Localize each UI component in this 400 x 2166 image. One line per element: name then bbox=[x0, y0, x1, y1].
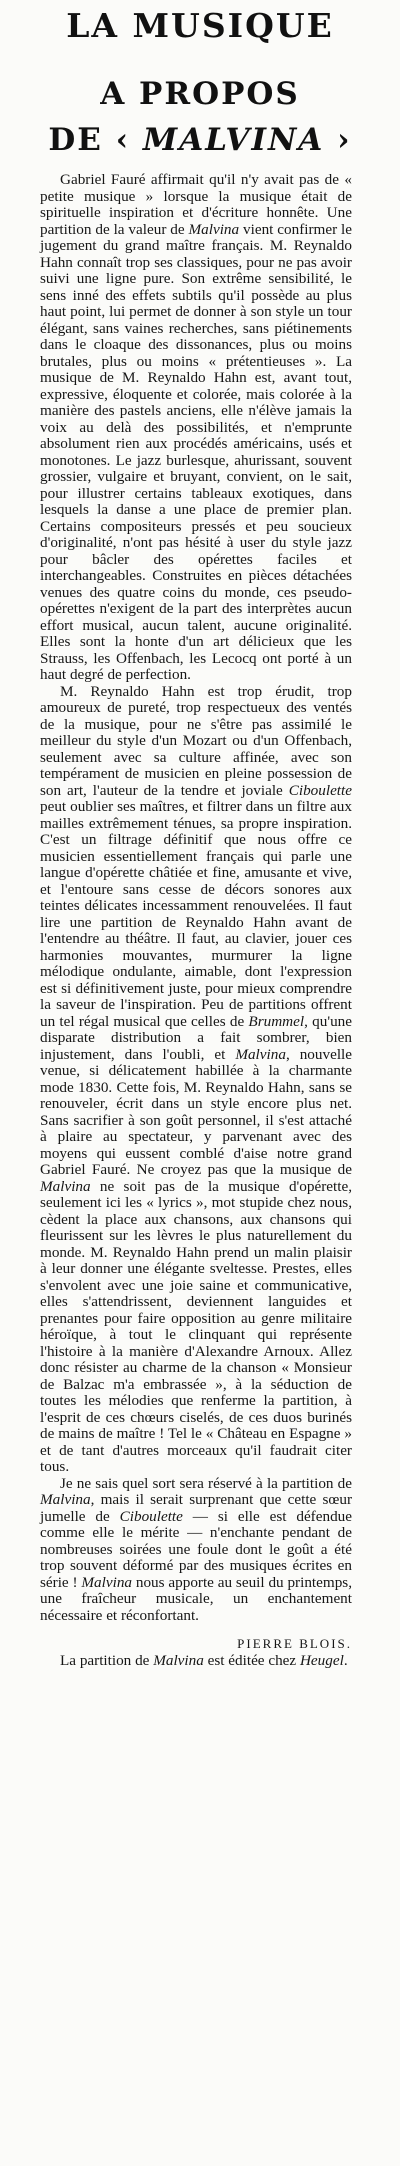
text-run: Je ne sais quel sort sera réservé à la partition de bbox=[60, 1474, 352, 1492]
article-paragraph-3 bbox=[40, 1476, 352, 1625]
text-run: La partition de bbox=[60, 1651, 154, 1669]
text-run: peut oublier ses maîtres, et filtrer dans un filtre aux mailles extrêmement ténues, sa propre inspiration. C'est un filtrage définitif que nous offre ce musicien essentiellement français qui parle une langue d'opérette châtiée et fine, amusante et vive, et l'entoure sans cesse de décors sonores aux teintes délicates incessamment renouvelées. Il faut lire une partition de Reynaldo Hahn avant de l'entendre au théâtre. Il faut, au clavier, jouer ces harmonies mouvantes, murmurer la ligne mélodique ondulante, aimable, dont l'expression est si définitivement juste, pour mieux comprendre la saveur de l'inspiration. Peu de partitions offrent un tel régal musical que celles de bbox=[40, 798, 352, 1030]
text-run: , qu'une disparate distribution a fait sombrer, bien injustement, dans l'oubli, et bbox=[40, 1012, 352, 1063]
italic-title: Ciboulette bbox=[119, 1507, 183, 1525]
text-run: est éditée chez bbox=[203, 1651, 300, 1669]
article-body bbox=[40, 172, 352, 1669]
italic-title: Malvina bbox=[40, 1177, 91, 1195]
headline-prefix: DE ‹ bbox=[48, 122, 143, 158]
text-run: vient confirmer le jugement du grand maître français. M. Reynaldo Hahn connaît trop ses classiques, pour ne pas avoir suivi une ligne pure. Son extrême sensibilité, le sens inné des effets subtils qu'il possède au plus haut point, lui permet de donner à son style un tour élégant, sans vaines recherches, sans piétinements dans le cloaque des dissonances, plus ou moins brutales, plus ou moins « prétentieuses ». La musique de M. Reynaldo Hahn est, avant tout, expressive, éloquente et colorée, mais colorée à la manière des pastels anciens, elle n'élève jamais la voix au delà des possibilités, et n'emprunte absolument rien aux procédés américains, usés et monotones. Le jazz burlesque, ahurissant, souvent grossier, vulgaire et bruyant, convient, on le sait, pour illustrer certains tableaux exotiques, dans lesquels la danse a une place de premier plan. Certains compositeurs pressés et peu soucieux d'originalité, n'ont pas hésité à user du style jazz pour bâcler des opérettes faciles et interchangeables. Construites en pièces détachées venues des quatre coins du monde, ces pseudo-opérettes n'exigent de la part des interprètes aucun effort musical, aucun talent, aucune originalité. Elles sont la honte d'un art délicieux que les Strauss, les Offenbach, les Lecocq ont porté à un haut degré de perfection. bbox=[40, 220, 352, 683]
italic-title: Malvina bbox=[40, 1491, 91, 1508]
text-run: nous apporte au seuil du printemps, une fraîcheur musicale, un enchantement nécessaire et réconfortant. bbox=[40, 1573, 353, 1624]
text-run: , nouvelle venue, si délicatement habillée à la charmante mode 1830. Cette fois, M. Reynaldo Hahn, sans se renouveler, écrit dans un style encore plus net. Sans sacrifier à son goût personnel, il s'est attaché à plaire au spectateur, y parvenant avec des moyens qui eussent comblé d'aise notre grand Gabriel Fauré. Ne croyez pas que la musique de bbox=[40, 1045, 352, 1178]
italic-title: Malvina bbox=[81, 1573, 133, 1591]
text-run: M. Reynaldo Hahn est trop érudit, trop amoureux de pureté, trop respectueux des ventés de la musique, pour ne s'être pas assimilé le meilleur du style d'un Mozart ou d'un Offenbach, seulement avec sa culture affinée, avec son tempérament de musicien en pleine possession de son art, l'auteur de la tendre et joviale bbox=[40, 682, 352, 799]
italic-title: Malvina bbox=[235, 1045, 286, 1063]
section-title: LA MUSIQUE bbox=[66, 6, 334, 45]
headline-line-2 bbox=[0, 122, 400, 158]
text-run: . bbox=[343, 1651, 348, 1669]
headline-line-1: A PROPOS bbox=[100, 76, 300, 112]
italic-title: Malvina bbox=[188, 220, 240, 238]
text-run: ne soit pas de la musique d'opérette, seulement ici les « lyrics », mot stupide chez nous, cèdent la place aux chansons, aux chansons qui fleurissent sur les lèvres le plus naturellement du monde. M. Reynaldo Hahn prend un malin plaisir à leur donner une élégante sveltesse. Prestes, elles s'envolent avec une joie saine et communicative, elles s'attendrissent, deviennent languides et prenantes pour faire opposition au genre militaire héroïque, à tout le clinquant qui représente l'histoire à la manière d'Alexandre Arnoux. Allez donc résister au charme de la chanson « Monsieur de Balzac m'a embrassée », à la séduction de toutes les mélodies que renferme la partition, à l'esprit de ces chœurs ciselés, de ces duos burinés de mains de maître ! Tel le « Château en Espagne » et de tant d'autres morceaux qu'il faudrait citer tous. bbox=[40, 1177, 352, 1475]
headline-suffix: › bbox=[324, 122, 352, 158]
publisher-note bbox=[40, 1653, 352, 1670]
author-signature: PIERRE BLOIS. bbox=[237, 1636, 352, 1651]
article-paragraph-2 bbox=[40, 684, 352, 1476]
article-paragraph-1 bbox=[40, 172, 352, 684]
italic-title: Malvina bbox=[153, 1651, 204, 1669]
text-run: — si elle est défendue comme elle le mérite — n'enchante pendant de nombreuses soirées une foule dont le goût a été trop souvent déformé par des musiques écrites en série ! bbox=[40, 1507, 353, 1591]
headline-title: MALVINA bbox=[142, 122, 325, 158]
text-run: Gabriel Fauré affirmait qu'il n'y avait pas de « petite musique » lorsque la musique était de spirituelle inspiration et d'écriture honnête. Une partition de la valeur de bbox=[40, 171, 352, 238]
text-run: , mais il serait surprenant que cette sœur jumelle de bbox=[40, 1491, 352, 1525]
italic-title: Ciboulette bbox=[288, 781, 352, 799]
italic-title: Heugel bbox=[299, 1651, 344, 1669]
italic-title: Brummel bbox=[248, 1012, 305, 1030]
